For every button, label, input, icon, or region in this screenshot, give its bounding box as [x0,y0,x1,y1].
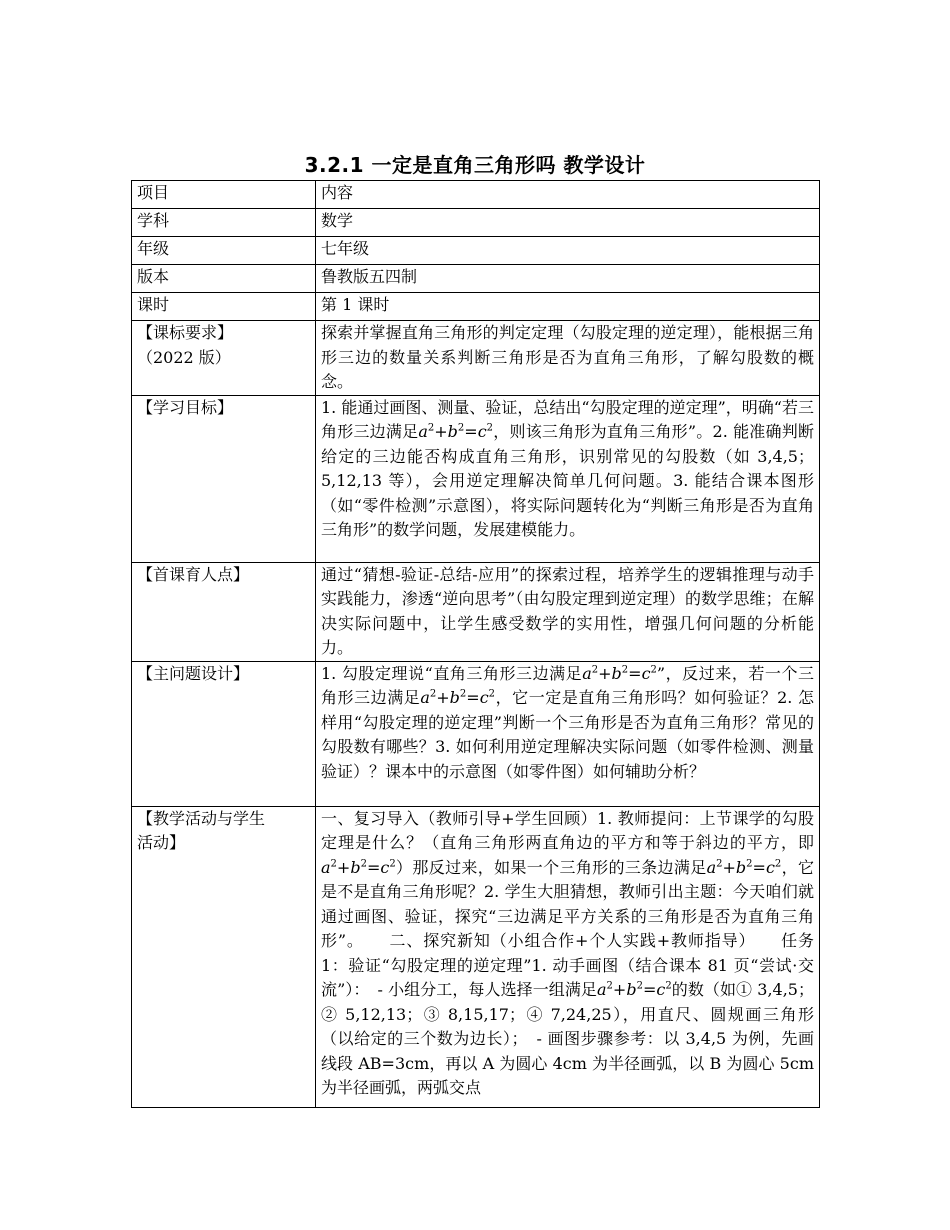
formula-exp-b: 2 [360,858,367,870]
formula-var-a: a [418,422,428,441]
pythagorean-formula [418,422,493,441]
formula-equals-sign: = [752,857,766,877]
objectives-value-cell [316,395,820,562]
activities-text-4: 的数（如① 3,4,5；② 5,12,13；③ 8,15,17；④ 7,24,25），用直尺、圆规画三角形（以给定的三个数为边长）； - 画图步骤参考：以 3,4,5 为例，先画线段 AB=3cm，再以 A 为圆心 4cm 为半径画弧，以 B 为圆心 5cm 为半径画弧，两弧交点 [321,980,814,1097]
curriculum-value-cell: 探索并掌握直角三角形的判定定理（勾股定理的逆定理），能根据三角形三边的数量关系判断三角形是否为直角三角形，了解勾股数的概念。 [316,321,820,396]
header-value-cell: 内容 [316,181,820,209]
questions-text-3: ，它一定是直角三角形吗？如何验证？2. 怎样用“勾股定理的逆定理”判断一个三角形是否为直角三角形？常见的勾股数有哪些？3. 如何利用逆定理解决实际问题（如零件检测、测量验证）？课本中的示意图（如零件图）如何辅助分析？ [321,688,814,781]
formula-equals-sign: = [366,857,381,877]
table-row [132,293,820,321]
table-row-objectives [132,395,820,562]
objectives-key-cell: 【学习目标】 [132,395,316,562]
activities-value-cell [316,806,820,1107]
formula-plus-sign: + [598,663,612,683]
formula-exp-b: 2 [621,664,629,676]
table-row-activities [132,806,820,1107]
row-key-grade: 年级 [132,237,316,265]
formula-exp-b: 2 [459,688,467,700]
formula-plus-sign: + [722,857,736,877]
formula-var-b: b [626,980,637,999]
curriculum-key-cell [132,321,316,396]
pythagorean-formula [321,858,396,877]
formula-var-b: b [350,857,361,877]
pythagorean-formula [582,664,657,683]
pythagorean-formula [597,980,672,999]
table-row [132,265,820,293]
curriculum-key-line2: （2022 版） [137,347,231,367]
formula-var-a: a [321,857,331,877]
row-value-subject: 数学 [316,209,820,237]
formula-exp-c: 2 [389,858,396,870]
formula-exp-a: 2 [716,858,723,870]
document-title: 3.2.1 一定是直角三角形吗 教学设计 [304,153,646,177]
activities-text-2: ）那反过来，如果一个三角形的三条边满足 [395,857,707,877]
row-key-edition: 版本 [132,265,316,293]
education-value-cell: 通过“猜想-验证-总结-应用”的探索过程，培养学生的逻辑推理与动手实践能力，渗透“逆向思考”（由勾股定理到逆定理）的数学思维；在解决实际问题中，让学生感受数学的实用性，增强几何问题的分析能力。 [316,562,820,661]
activities-key-line2: 活动】 [137,833,186,852]
questions-key-cell: 【主问题设计】 [132,661,316,806]
activities-key-cell [132,806,316,1107]
questions-text-1: 1. 勾股定理说“直角三角形三边满足 [321,663,583,683]
activities-text-1: 一、复习导入（教师引导+学生回顾）1. 教师提问：上节课学的勾股定理是什么？（直角三角形两直角边的平方和等于斜边的平方，即 [321,808,814,852]
formula-plus-sign: + [434,422,448,441]
formula-exp-c: 2 [650,664,657,676]
formula-exp-c: 2 [488,688,496,700]
formula-var-c: c [479,688,489,707]
formula-equals-sign: = [628,663,642,683]
formula-exp-b: 2 [636,980,643,992]
formula-exp-c: 2 [665,980,672,992]
curriculum-key-line1: 【课标要求】 [137,323,234,342]
formula-exp-a: 2 [427,422,435,434]
row-value-edition: 鲁教版五四制 [316,265,820,293]
pythagorean-formula [420,688,495,707]
pythagorean-formula [707,858,782,877]
row-value-grade: 七年级 [316,237,820,265]
table-row-education [132,562,820,661]
activities-key-line1: 【教学活动与学生 [137,808,266,828]
formula-exp-b: 2 [457,422,465,434]
objectives-text-1: 1. 能通过画图、测量、验证，总结出“勾股定理的逆定理”，明确“若三角形三边满足 [321,397,814,441]
table-row-curriculum [132,321,820,396]
formula-exp-a: 2 [606,980,613,992]
education-key-cell: 【首课育人点】 [132,562,316,661]
formula-var-b: b [447,422,458,441]
table-row [132,237,820,265]
table-row-questions [132,661,820,806]
row-key-period: 课时 [132,293,316,321]
formula-exp-a: 2 [591,664,599,676]
formula-exp-a: 2 [330,858,337,870]
formula-exp-c: 2 [486,422,494,434]
header-key-cell: 项目 [132,181,316,209]
table-header-row [132,181,820,209]
formula-plus-sign: + [436,688,450,707]
row-value-period: 第 1 课时 [316,293,820,321]
formula-var-b: b [449,688,460,707]
questions-text-2: ”，反过来，若一个三角形三边满足 [321,663,814,707]
table-row [132,209,820,237]
formula-var-c: c [765,857,775,877]
lesson-plan-table [131,180,820,1108]
formula-var-c: c [477,422,487,441]
formula-plus-sign: + [336,857,351,877]
activities-text-3: ，它是不是直角三角形呢？2. 学生大胆猜想，教师引出主题：今天咱们就通过画图、验证，探究“三边满足平方关系的三角形是否为直角三角形”。 二、探究新知（小组合作+个人实践+教师指导） 任务 1：验证“勾股定理的逆定理”1. 动手画图（结合课本 81 页“尝试·交流”）： - 小组分工，每人选择一组满足 [321,857,814,999]
formula-exp-b: 2 [746,858,753,870]
formula-equals-sign: = [642,980,657,999]
formula-equals-sign: = [464,422,478,441]
formula-exp-a: 2 [429,688,437,700]
formula-var-b: b [611,663,622,683]
formula-equals-sign: = [466,688,480,707]
formula-var-a: a [597,980,607,999]
questions-value-cell [316,661,820,806]
formula-exp-c: 2 [774,858,782,870]
row-key-subject: 学科 [132,209,316,237]
formula-var-c: c [380,857,390,877]
formula-plus-sign: + [612,980,627,999]
formula-var-a: a [420,688,430,707]
objectives-text-2: ，则该三角形为直角三角形”。2. 能准确判断给定的三边能否构成直角三角形，识别常见的勾股数（如 3,4,5；5,12,13 等），会用逆定理解决简单几何问题。3. 能结合课本图形（如“零件检测”示意图），将实际问题转化为“判断三角形是否为直角三角形”的数学问题，发展建模能力。 [321,422,814,539]
formula-var-b: b [735,857,747,877]
formula-var-a: a [582,663,592,683]
formula-var-c: c [656,980,666,999]
formula-var-a: a [706,857,717,877]
formula-var-c: c [641,663,651,683]
